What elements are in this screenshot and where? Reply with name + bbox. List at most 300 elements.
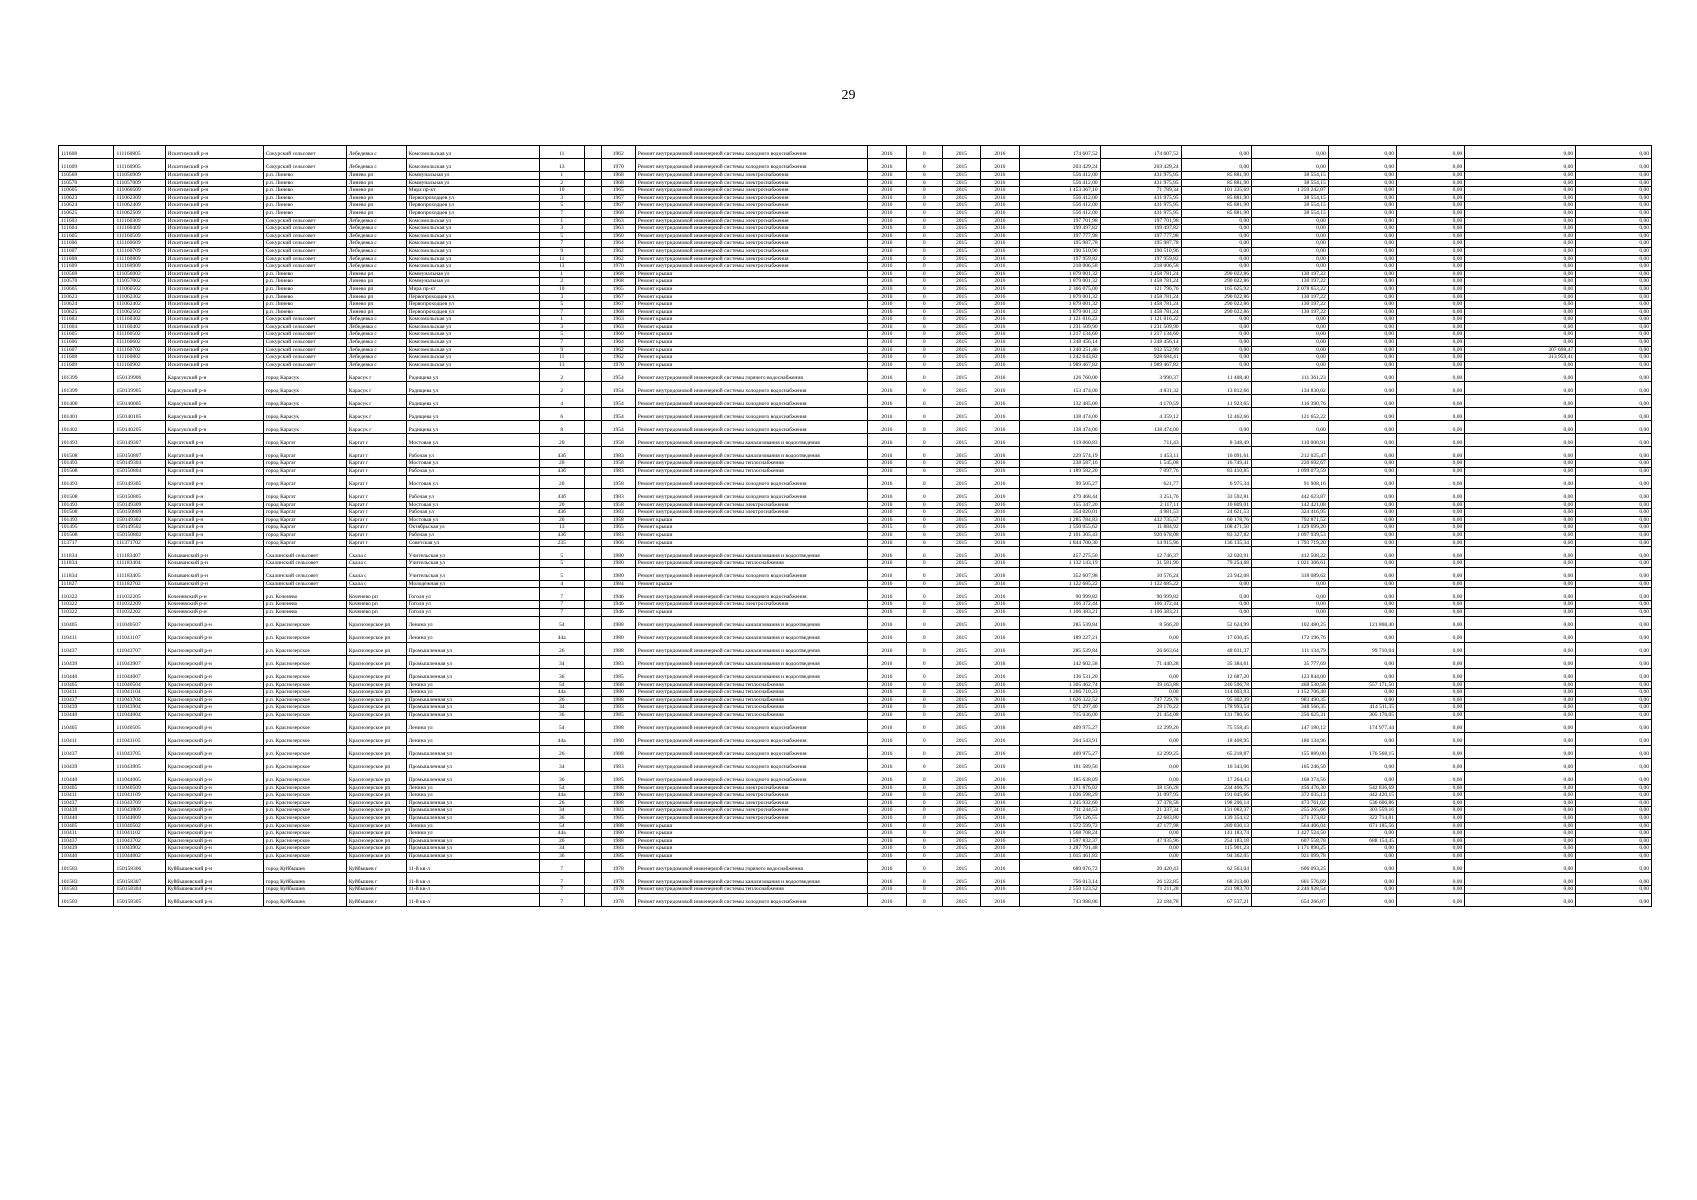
table-row bbox=[59, 146, 1652, 159]
cell-other-3: 0,00 bbox=[1576, 792, 1652, 800]
cell-year-built: 1988 bbox=[601, 784, 635, 792]
cell-building bbox=[584, 285, 601, 293]
cell-fund-amount: 26 663,64 bbox=[1100, 642, 1181, 655]
cell-budget-local: 147 180,12 bbox=[1252, 719, 1329, 732]
cell-locality: Краснозерское рп bbox=[346, 681, 406, 689]
cell-work-code: 150140205 bbox=[114, 421, 165, 434]
cell-owners-funds: 0,00 bbox=[1328, 501, 1396, 509]
cell-fund-amount: 431 975,95 bbox=[1100, 179, 1181, 187]
cell-work-type: Ремонт внутридомовой инженерной системы электроснабжения bbox=[635, 202, 867, 210]
cell-flag: 0 bbox=[906, 146, 942, 159]
cell-other-3: 0,00 bbox=[1576, 852, 1652, 860]
cell-house-id: 101493 bbox=[59, 501, 114, 509]
cell-total-cost: 174 607,52 bbox=[1019, 146, 1100, 159]
cell-flag: 0 bbox=[906, 560, 942, 568]
cell-district: Каргатский р-н bbox=[165, 532, 263, 540]
cell-house-id: 101508 bbox=[59, 447, 114, 460]
cell-house-id: 110322 bbox=[59, 601, 114, 609]
cell-municipality: р.п. Краснозерское bbox=[263, 704, 346, 712]
cell-street: Мостовая ул bbox=[406, 475, 539, 488]
cell-other-3: 0,00 bbox=[1576, 179, 1652, 187]
cell-municipality: город Каргат bbox=[263, 447, 346, 460]
page-number: 29 bbox=[841, 88, 856, 103]
cell-year-start: 2015 bbox=[942, 837, 980, 845]
cell-street: Комсомольская ул bbox=[406, 339, 539, 347]
cell-year-built: 1967 bbox=[601, 202, 635, 210]
cell-plan-year: 2016 bbox=[868, 447, 906, 460]
cell-district: Искитимский р-н bbox=[165, 354, 263, 362]
cell-other-3: 0,00 bbox=[1576, 447, 1652, 460]
cell-house-number: 44а bbox=[539, 629, 584, 642]
cell-house-id: 110411 bbox=[59, 830, 114, 838]
cell-work-code: 111043702 bbox=[114, 837, 165, 845]
cell-total-cost: 185 638,09 bbox=[1019, 771, 1100, 784]
cell-municipality: р.п. Краснозерское bbox=[263, 807, 346, 815]
cell-municipality: р.п. Краснозерское bbox=[263, 681, 346, 689]
cell-budget-local: 324 416,95 bbox=[1252, 509, 1329, 517]
cell-year-built: 1980 bbox=[601, 560, 635, 568]
cell-owners-funds: 0,00 bbox=[1328, 285, 1396, 293]
cell-work-type: Ремонт внутридомовой инженерной системы холодного водоснабжения bbox=[635, 894, 867, 907]
cell-budget-local: 0,00 bbox=[1252, 232, 1329, 240]
cell-plan-year: 2016 bbox=[868, 814, 906, 822]
cell-building bbox=[584, 270, 601, 278]
cell-other-2: 0,00 bbox=[1465, 468, 1576, 476]
cell-house-id: 101399 bbox=[59, 369, 114, 382]
cell-district: Искитимский р-н bbox=[165, 202, 263, 210]
cell-other-3: 0,00 bbox=[1576, 240, 1652, 248]
table-row bbox=[59, 285, 1652, 293]
cell-municipality: Сокурский сельсовет bbox=[263, 331, 346, 339]
cell-fund-amount: 26 122,85 bbox=[1100, 873, 1181, 886]
cell-year-start: 2015 bbox=[942, 361, 980, 369]
cell-other-2: 0,00 bbox=[1465, 361, 1576, 369]
cell-locality: Коченево рп bbox=[346, 588, 406, 601]
cell-total-cost: 1 879 001,32 bbox=[1019, 308, 1100, 316]
cell-budget-regional: 0,00 bbox=[1181, 588, 1251, 601]
cell-other-2: 0,00 bbox=[1465, 588, 1576, 601]
cell-owners-funds: 0,00 bbox=[1328, 382, 1396, 395]
cell-work-code: 150158306 bbox=[114, 860, 165, 873]
cell-street: Гоголя ул bbox=[406, 588, 539, 601]
cell-building bbox=[584, 159, 601, 172]
cell-fund-amount: 138 474,00 bbox=[1100, 421, 1181, 434]
cell-fund-amount: 197 701,98 bbox=[1100, 217, 1181, 225]
cell-house-number: 11 bbox=[539, 255, 584, 263]
cell-fund-amount: 31 581,90 bbox=[1100, 560, 1181, 568]
cell-owners-funds: 0,00 bbox=[1328, 225, 1396, 233]
cell-other-1: 0,00 bbox=[1397, 539, 1465, 547]
cell-work-type: Ремонт внутридомовой инженерной системы электроснабжения bbox=[635, 232, 867, 240]
cell-building bbox=[584, 202, 601, 210]
cell-district: Краснозерский р-н bbox=[165, 711, 263, 719]
cell-work-code: 111062509 bbox=[114, 209, 165, 217]
cell-work-code: 111043709 bbox=[114, 799, 165, 807]
cell-budget-local: 0,00 bbox=[1252, 580, 1329, 588]
cell-house-id: 111834 bbox=[59, 547, 114, 560]
cell-flag: 0 bbox=[906, 293, 942, 301]
cell-work-code: 150149502 bbox=[114, 524, 165, 532]
cell-locality: Лебедевка с bbox=[346, 316, 406, 324]
cell-locality: Скала с bbox=[346, 567, 406, 580]
cell-street: Мостовая ул bbox=[406, 501, 539, 509]
cell-other-1: 0,00 bbox=[1397, 516, 1465, 524]
cell-municipality: Сокурский сельсовет bbox=[263, 247, 346, 255]
cell-district: Краснозерский р-н bbox=[165, 830, 263, 838]
cell-building bbox=[584, 488, 601, 501]
cell-plan-year: 2016 bbox=[868, 361, 906, 369]
cell-municipality: р.п. Краснозерское bbox=[263, 837, 346, 845]
cell-house-number: 54 bbox=[539, 822, 584, 830]
cell-municipality: р.п. Краснозерское bbox=[263, 799, 346, 807]
cell-other-1: 0,00 bbox=[1397, 745, 1465, 758]
cell-other-2: 0,00 bbox=[1465, 601, 1576, 609]
cell-work-type: Ремонт внутридомовой инженерной системы электроснабжения bbox=[635, 784, 867, 792]
table-row bbox=[59, 247, 1652, 255]
cell-year-start: 2015 bbox=[942, 830, 980, 838]
table-row bbox=[59, 408, 1652, 421]
cell-year-end: 2016 bbox=[981, 270, 1019, 278]
cell-municipality: р.п. Краснозерское bbox=[263, 642, 346, 655]
cell-work-code: 111160402 bbox=[114, 323, 165, 331]
cell-year-end: 2016 bbox=[981, 172, 1019, 180]
cell-fund-amount: 2 117,11 bbox=[1100, 501, 1181, 509]
cell-building bbox=[584, 539, 601, 547]
cell-house-number: 6 bbox=[539, 408, 584, 421]
cell-other-3: 0,00 bbox=[1576, 475, 1652, 488]
cell-owners-funds: 0,00 bbox=[1328, 194, 1396, 202]
cell-budget-local: 168 374,56 bbox=[1252, 771, 1329, 784]
cell-plan-year: 2016 bbox=[868, 873, 906, 886]
cell-other-3: 0,00 bbox=[1576, 758, 1652, 771]
cell-year-end: 2016 bbox=[981, 501, 1019, 509]
cell-work-code: 150149305 bbox=[114, 475, 165, 488]
cell-work-code: 111040504 bbox=[114, 681, 165, 689]
cell-year-start: 2015 bbox=[942, 316, 980, 324]
cell-house-number: 26 bbox=[539, 745, 584, 758]
cell-house-number: 2 bbox=[539, 382, 584, 395]
cell-budget-local: 792 871,52 bbox=[1252, 516, 1329, 524]
cell-fund-amount: 8 566,20 bbox=[1100, 616, 1181, 629]
cell-house-id: 111608 bbox=[59, 255, 114, 263]
cell-house-number: 54 bbox=[539, 616, 584, 629]
cell-house-id: 110605 bbox=[59, 187, 114, 195]
cell-total-cost: 409 975,27 bbox=[1019, 745, 1100, 758]
cell-year-start: 2015 bbox=[942, 187, 980, 195]
cell-flag: 0 bbox=[906, 225, 942, 233]
cell-other-3: 0,00 bbox=[1576, 532, 1652, 540]
cell-other-2: 0,00 bbox=[1465, 509, 1576, 517]
cell-year-built: 1946 bbox=[601, 588, 635, 601]
cell-owners-funds: 0,00 bbox=[1328, 293, 1396, 301]
table-row bbox=[59, 852, 1652, 860]
cell-year-start: 2015 bbox=[942, 369, 980, 382]
cell-street: Промышленная ул bbox=[406, 704, 539, 712]
cell-budget-regional: 95 302,39 bbox=[1181, 696, 1251, 704]
cell-other-3: 0,00 bbox=[1576, 308, 1652, 316]
cell-work-type: Ремонт крыши bbox=[635, 339, 867, 347]
cell-fund-amount: 621,77 bbox=[1100, 475, 1181, 488]
cell-budget-regional: 83 410,85 bbox=[1181, 468, 1251, 476]
cell-plan-year: 2016 bbox=[868, 807, 906, 815]
cell-year-end: 2016 bbox=[981, 475, 1019, 488]
cell-locality: Краснозерское рп bbox=[346, 689, 406, 697]
cell-plan-year: 2016 bbox=[868, 278, 906, 286]
cell-total-cost: 1 287 791,48 bbox=[1019, 845, 1100, 853]
cell-municipality: р.п. Краснозерское bbox=[263, 689, 346, 697]
cell-district: Краснозерский р-н bbox=[165, 799, 263, 807]
cell-other-3: 0,00 bbox=[1576, 468, 1652, 476]
cell-other-3: 0,00 bbox=[1576, 159, 1652, 172]
cell-house-number: 34 bbox=[539, 655, 584, 668]
cell-year-built: 1963 bbox=[601, 323, 635, 331]
cell-year-built: 1985 bbox=[601, 852, 635, 860]
cell-locality: Каргат г bbox=[346, 475, 406, 488]
cell-total-cost: 1 879 001,32 bbox=[1019, 301, 1100, 309]
table-row bbox=[59, 382, 1652, 395]
cell-fund-amount: 932 552,99 bbox=[1100, 346, 1181, 354]
cell-owners-funds: 0,00 bbox=[1328, 608, 1396, 616]
cell-district: Краснозерский р-н bbox=[165, 758, 263, 771]
cell-budget-local: 661 576,69 bbox=[1252, 873, 1329, 886]
table-row bbox=[59, 293, 1652, 301]
cell-budget-local: 0,00 bbox=[1252, 331, 1329, 339]
cell-budget-local: 1 097 939,53 bbox=[1252, 532, 1329, 540]
cell-municipality: Сокурский сельсовет bbox=[263, 361, 346, 369]
cell-fund-amount: 37 378,58 bbox=[1100, 799, 1181, 807]
cell-owners-funds: 536 606,86 bbox=[1328, 799, 1396, 807]
cell-work-type: Ремонт крыши bbox=[635, 608, 867, 616]
cell-building bbox=[584, 696, 601, 704]
cell-owners-funds: 305 176,05 bbox=[1328, 711, 1396, 719]
cell-year-end: 2016 bbox=[981, 873, 1019, 886]
cell-house-number: 7 bbox=[539, 894, 584, 907]
cell-owners-funds: 0,00 bbox=[1328, 845, 1396, 853]
table-row bbox=[59, 308, 1652, 316]
cell-district: Краснозерский р-н bbox=[165, 771, 263, 784]
cell-locality: Краснозерское рп bbox=[346, 792, 406, 800]
cell-work-code: 150149302 bbox=[114, 516, 165, 524]
cell-municipality: Сокурский сельсовет bbox=[263, 232, 346, 240]
cell-house-id: 111605 bbox=[59, 232, 114, 240]
cell-building bbox=[584, 301, 601, 309]
cell-budget-local: 134 830,02 bbox=[1252, 382, 1329, 395]
cell-locality: Краснозерское рп bbox=[346, 668, 406, 681]
cell-budget-regional: 290 022,86 bbox=[1181, 270, 1251, 278]
cell-house-number: 10 bbox=[539, 285, 584, 293]
cell-other-2: 0,00 bbox=[1465, 837, 1576, 845]
cell-plan-year: 2016 bbox=[868, 209, 906, 217]
cell-year-end: 2016 bbox=[981, 509, 1019, 517]
cell-flag: 0 bbox=[906, 209, 942, 217]
cell-budget-regional: 101 335,69 bbox=[1181, 187, 1251, 195]
cell-year-built: 1988 bbox=[601, 719, 635, 732]
cell-year-built: 1983 bbox=[601, 704, 635, 712]
cell-budget-local: 0,00 bbox=[1252, 421, 1329, 434]
cell-budget-regional: 33 592,81 bbox=[1181, 488, 1251, 501]
cell-house-number: 20 bbox=[539, 460, 584, 468]
cell-work-type: Ремонт внутридомовой инженерной системы холодного водоснабжения bbox=[635, 719, 867, 732]
cell-district: Искитимский р-н bbox=[165, 172, 263, 180]
cell-plan-year: 2016 bbox=[868, 172, 906, 180]
cell-building bbox=[584, 354, 601, 362]
table-row bbox=[59, 475, 1652, 488]
cell-fund-amount: 197 959,82 bbox=[1100, 255, 1181, 263]
cell-work-code: 111182702 bbox=[114, 580, 165, 588]
cell-fund-amount: 431 975,95 bbox=[1100, 172, 1181, 180]
cell-budget-regional: 0,00 bbox=[1181, 361, 1251, 369]
cell-fund-amount: 121 796,76 bbox=[1100, 285, 1181, 293]
cell-year-end: 2016 bbox=[981, 732, 1019, 745]
cell-other-3: 0,00 bbox=[1576, 146, 1652, 159]
cell-total-cost: 203 429,24 bbox=[1019, 159, 1100, 172]
cell-fund-amount: 1 122 685,22 bbox=[1100, 580, 1181, 588]
cell-year-end: 2016 bbox=[981, 601, 1019, 609]
cell-other-3: 0,00 bbox=[1576, 509, 1652, 517]
cell-flag: 0 bbox=[906, 894, 942, 907]
cell-municipality: город Карасук bbox=[263, 408, 346, 421]
cell-fund-amount: 71 440,28 bbox=[1100, 655, 1181, 668]
cell-year-built: 1960 bbox=[601, 331, 635, 339]
cell-owners-funds: 174 977,44 bbox=[1328, 719, 1396, 732]
cell-other-3: 0,00 bbox=[1576, 408, 1652, 421]
cell-house-id: 101583 bbox=[59, 873, 114, 886]
cell-budget-regional: 6 975,34 bbox=[1181, 475, 1251, 488]
cell-year-built: 1983 bbox=[601, 758, 635, 771]
cell-budget-local: 220 692,67 bbox=[1252, 460, 1329, 468]
cell-district: Краснозерский р-н bbox=[165, 732, 263, 745]
cell-plan-year: 2016 bbox=[868, 516, 906, 524]
cell-plan-year: 2016 bbox=[868, 689, 906, 697]
cell-fund-amount: 1 458 781,24 bbox=[1100, 293, 1181, 301]
cell-year-built: 1954 bbox=[601, 421, 635, 434]
cell-building bbox=[584, 232, 601, 240]
cell-year-built: 1962 bbox=[601, 354, 635, 362]
cell-flag: 0 bbox=[906, 395, 942, 408]
cell-total-cost: 285 539,84 bbox=[1019, 642, 1100, 655]
cell-plan-year: 2016 bbox=[868, 830, 906, 838]
cell-budget-local: 102 480,25 bbox=[1252, 616, 1329, 629]
cell-other-3: 0,00 bbox=[1576, 822, 1652, 830]
cell-building bbox=[584, 331, 601, 339]
cell-district: Каргатский р-н bbox=[165, 509, 263, 517]
cell-total-cost: 155 347,20 bbox=[1019, 501, 1100, 509]
cell-other-3: 0,00 bbox=[1576, 668, 1652, 681]
table-row bbox=[59, 516, 1652, 524]
cell-house-id: 111604 bbox=[59, 225, 114, 233]
cell-budget-regional: 290 022,86 bbox=[1181, 278, 1251, 286]
cell-budget-regional: 0,00 bbox=[1181, 159, 1251, 172]
cell-work-code: 111160609 bbox=[114, 240, 165, 248]
cell-other-1: 0,00 bbox=[1397, 270, 1465, 278]
cell-district: Каргатский р-н bbox=[165, 468, 263, 476]
cell-plan-year: 2016 bbox=[868, 255, 906, 263]
cell-locality: Каргат г bbox=[346, 468, 406, 476]
cell-year-start: 2015 bbox=[942, 814, 980, 822]
cell-locality: Краснозерское рп bbox=[346, 696, 406, 704]
cell-street: Ленина ул bbox=[406, 689, 539, 697]
cell-flag: 0 bbox=[906, 860, 942, 873]
cell-fund-amount: 11 884,92 bbox=[1100, 524, 1181, 532]
cell-owners-funds: 0,00 bbox=[1328, 421, 1396, 434]
cell-budget-local: 0,00 bbox=[1252, 588, 1329, 601]
cell-house-number: 1 bbox=[539, 217, 584, 225]
cell-budget-local: 123 844,00 bbox=[1252, 668, 1329, 681]
cell-year-built: 1968 bbox=[601, 270, 635, 278]
cell-year-end: 2016 bbox=[981, 807, 1019, 815]
cell-other-1: 0,00 bbox=[1397, 784, 1465, 792]
cell-district: Искитимский р-н bbox=[165, 255, 263, 263]
cell-fund-amount: 1 989 467,82 bbox=[1100, 361, 1181, 369]
cell-year-built: 1968 bbox=[601, 179, 635, 187]
cell-municipality: город Куйбышев bbox=[263, 886, 346, 894]
cell-owners-funds: 121 868,40 bbox=[1328, 616, 1396, 629]
cell-street: Первопроходцев ул bbox=[406, 209, 539, 217]
cell-budget-local: 1 171 890,25 bbox=[1252, 845, 1329, 853]
cell-year-end: 2016 bbox=[981, 339, 1019, 347]
cell-owners-funds: 176 568,15 bbox=[1328, 745, 1396, 758]
cell-plan-year: 2016 bbox=[868, 852, 906, 860]
cell-other-2: 0,00 bbox=[1465, 516, 1576, 524]
cell-owners-funds: 0,00 bbox=[1328, 580, 1396, 588]
cell-owners-funds: 0,00 bbox=[1328, 873, 1396, 886]
cell-house-number: 26 bbox=[539, 799, 584, 807]
cell-year-built: 1980 bbox=[601, 830, 635, 838]
cell-house-number: 7 bbox=[539, 209, 584, 217]
cell-house-number: 1 bbox=[539, 270, 584, 278]
cell-owners-funds: 0,00 bbox=[1328, 179, 1396, 187]
cell-plan-year: 2016 bbox=[868, 784, 906, 792]
table-row bbox=[59, 689, 1652, 697]
cell-plan-year: 2016 bbox=[868, 434, 906, 447]
cell-other-1: 0,00 bbox=[1397, 316, 1465, 324]
cell-locality: Краснозерское рп bbox=[346, 642, 406, 655]
cell-budget-local: 1 152 706,40 bbox=[1252, 689, 1329, 697]
cell-owners-funds: 0,00 bbox=[1328, 217, 1396, 225]
cell-other-3: 0,00 bbox=[1576, 799, 1652, 807]
cell-other-1: 0,00 bbox=[1397, 532, 1465, 540]
cell-street: Комсомольская ул bbox=[406, 159, 539, 172]
table-row bbox=[59, 616, 1652, 629]
cell-municipality: р.п. Линево bbox=[263, 285, 346, 293]
cell-year-built: 1962 bbox=[601, 255, 635, 263]
cell-year-end: 2016 bbox=[981, 524, 1019, 532]
cell-year-end: 2016 bbox=[981, 704, 1019, 712]
cell-building bbox=[584, 395, 601, 408]
cell-other-1: 0,00 bbox=[1397, 845, 1465, 853]
cell-other-3: 0,00 bbox=[1576, 501, 1652, 509]
cell-other-3: 0,00 bbox=[1576, 830, 1652, 838]
cell-year-start: 2015 bbox=[942, 852, 980, 860]
cell-year-end: 2016 bbox=[981, 792, 1019, 800]
cell-owners-funds: 0,00 bbox=[1328, 860, 1396, 873]
cell-locality: Линево рп bbox=[346, 278, 406, 286]
cell-budget-local: 1 259 242,07 bbox=[1252, 187, 1329, 195]
cell-street: Первопроходцев ул bbox=[406, 202, 539, 210]
cell-house-id: 111609 bbox=[59, 361, 114, 369]
cell-year-start: 2015 bbox=[942, 560, 980, 568]
cell-other-3: 0,00 bbox=[1576, 711, 1652, 719]
cell-owners-funds: 0,00 bbox=[1328, 172, 1396, 180]
cell-year-built: 1958 bbox=[601, 460, 635, 468]
cell-other-2: 0,00 bbox=[1465, 845, 1576, 853]
cell-other-2: 0,00 bbox=[1465, 202, 1576, 210]
cell-house-number: 36 bbox=[539, 814, 584, 822]
cell-municipality: город Куйбышев bbox=[263, 873, 346, 886]
cell-work-code: 150150809 bbox=[114, 509, 165, 517]
table-row bbox=[59, 524, 1652, 532]
cell-street: Рабочая ул bbox=[406, 447, 539, 460]
